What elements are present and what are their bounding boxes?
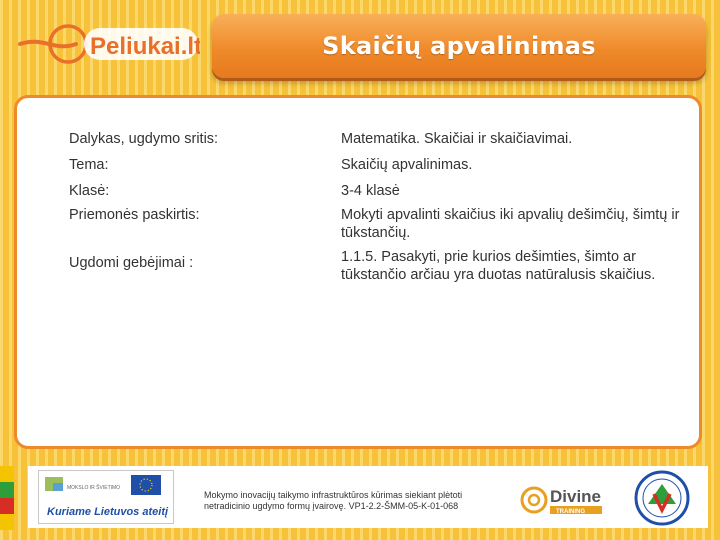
page-title: Skaičių apvalinimas (322, 32, 596, 60)
value-grade: 3-4 klasė (341, 183, 400, 199)
value-topic: Skaičių apvalinimas. (341, 157, 473, 173)
eu-slogan: Kuriame Lietuvos ateitį (47, 506, 169, 518)
divine-text: Divine (550, 487, 602, 506)
peliukai-logo[interactable] (14, 14, 200, 74)
label-topic: Tema: (69, 157, 109, 173)
eu-funding-logo (38, 470, 174, 524)
label-skills: Ugdomi gebėjimai : (69, 255, 194, 271)
eu-logo-graphic (39, 471, 173, 523)
svg-text:MOKSLO IR ŠVIETIMO: MOKSLO IR ŠVIETIMO (67, 485, 121, 491)
color-strip (0, 466, 14, 532)
label-subject: Dalykas, ugdymo sritis: (69, 131, 219, 147)
school-emblem (634, 470, 690, 526)
divine-training-logo (520, 480, 616, 520)
value-skills: 1.1.5. Pasakyti, prie kurios dešimties, šimto ar tūkstančio arčiau yra duotas natūralusis skaičius. (341, 249, 656, 283)
training-text: TRAINING (556, 509, 585, 515)
label-grade: Klasė: (69, 183, 110, 199)
value-subject: Matematika. Skaičiai ir skaičiavimai. (341, 131, 573, 147)
funding-text: Mokymo inovacijų taikymo infrastruktūros kūrimas siekiant plėtoti netradicinio ugdymo formų įvairovę. VP1-2.2-ŠMM-05-K-01-068 (204, 490, 463, 511)
label-purpose: Priemonės paskirtis: (69, 207, 200, 223)
content-panel (14, 95, 702, 449)
logo-text: Peliukai.lt (90, 33, 200, 60)
footer (28, 466, 708, 528)
value-purpose: Mokyti apvalinti skaičius iki apvalių dešimčių, šimtų ir tūkstančių. (341, 207, 680, 241)
title-banner (212, 14, 706, 78)
